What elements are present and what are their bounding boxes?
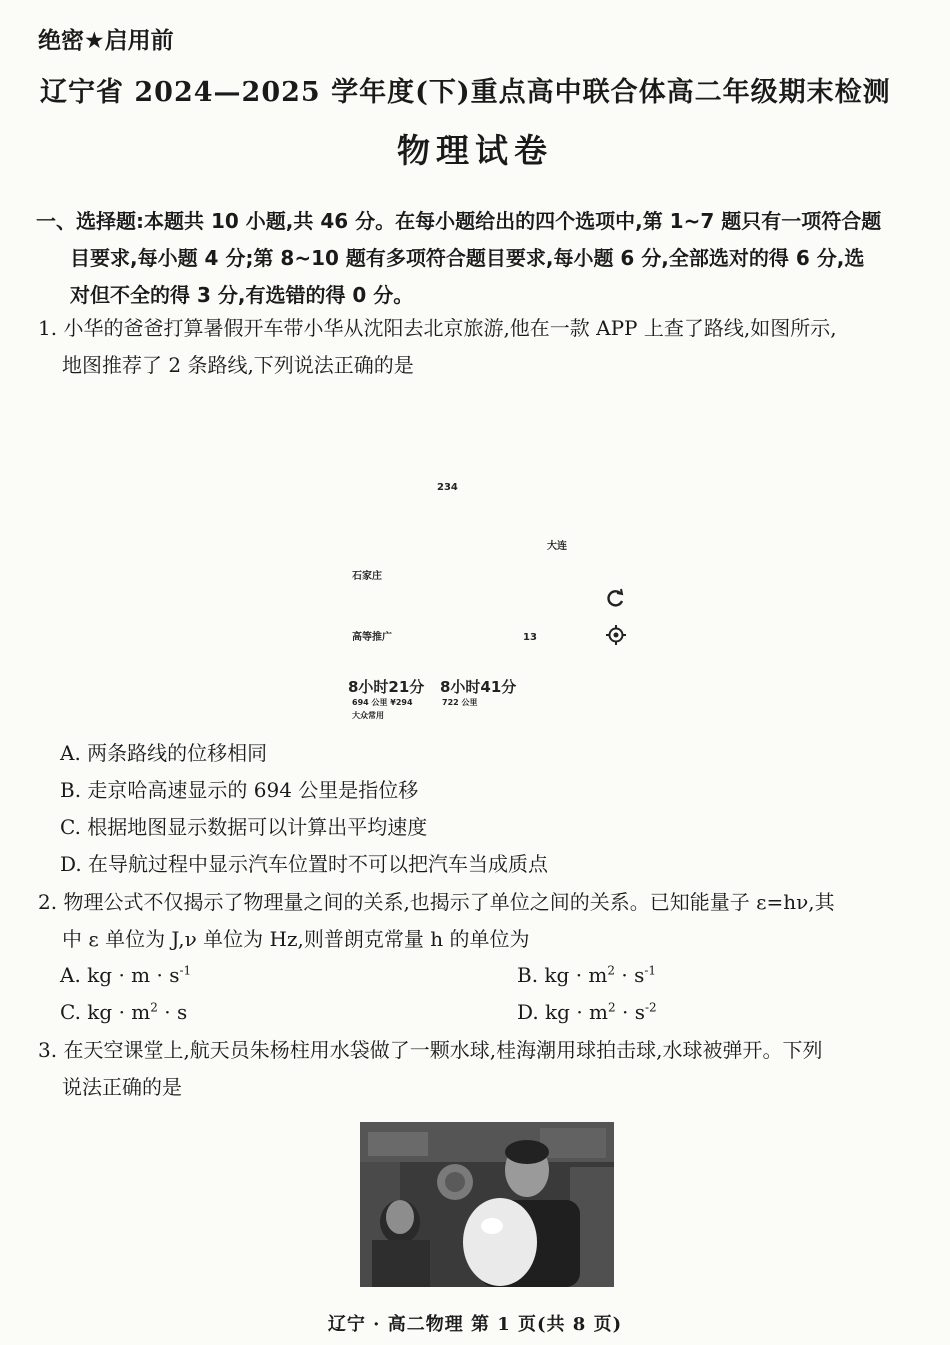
astronaut-water-ball-image [360, 1122, 614, 1287]
question-1-option-d: D. 在导航过程中显示汽车位置时不可以把汽车当成质点 [60, 852, 549, 876]
option-a-unit: A. kg · m · s [60, 963, 180, 987]
map-mid-label: 13 [523, 632, 537, 643]
section-line-1: 一、选择题:本题共 10 小题,共 46 分。在每小题给出的四个选项中,第 1~7 题只有一项符合题 [36, 209, 882, 233]
locate-icon [606, 625, 626, 645]
question-1-option-c: C. 根据地图显示数据可以计算出平均速度 [60, 815, 428, 839]
section-line-3: 对但不全的得 3 分,有选错的得 0 分。 [70, 283, 414, 307]
page-footer: 辽宁 · 高二物理 第 1 页(共 8 页) [327, 1314, 623, 1335]
question-3-stem [38, 1032, 923, 1106]
question-1-line-2: 地图推荐了 2 条路线,下列说法正确的是 [62, 353, 414, 377]
option-d-unit: D. kg · m [517, 1000, 608, 1024]
route-2-time: 8小时41分 [440, 678, 517, 696]
question-1-line-1: 1. 小华的爸爸打算暑假开车带小华从沈阳去北京旅游,他在一款 APP 上查了路线,如图所示, [38, 316, 837, 340]
refresh-icon [606, 588, 626, 608]
question-3-line-2: 说法正确的是 [62, 1075, 182, 1099]
option-a-exponent: -1 [179, 963, 192, 978]
option-d-unit-2: · s [615, 1000, 645, 1024]
question-2-option-c [60, 994, 187, 1031]
map-left-label: 高等推广 [352, 632, 392, 643]
route-2-distance: 722 公里 [442, 698, 478, 707]
subject-title: 物理试卷 [397, 131, 553, 170]
question-1-option-b: B. 走京哈高速显示的 694 公里是指位移 [60, 778, 419, 802]
question-2-line-2: 中 ε 单位为 J,ν 单位为 Hz,则普朗克常量 h 的单位为 [62, 927, 530, 951]
option-b-unit-2: · s [615, 963, 645, 987]
route-1-time: 8小时21分 [348, 678, 425, 696]
question-2-stem [38, 884, 923, 958]
option-c-exponent: 2 [150, 1000, 158, 1015]
option-b-unit: B. kg · m [517, 963, 608, 987]
option-c-unit: C. kg · m [60, 1000, 151, 1024]
option-c-unit-2: · s [157, 1000, 188, 1024]
question-2-line-1: 2. 物理公式不仅揭示了物理量之间的关系,也揭示了单位之间的关系。已知能量子 ε=hν,其 [38, 890, 835, 914]
option-d-exponent-2: -2 [644, 1000, 657, 1015]
route-1-distance: 694 公里 ¥294 [352, 698, 413, 707]
question-1-stem [38, 310, 923, 384]
section-instructions [36, 203, 921, 314]
question-1-option-a: A. 两条路线的位移相同 [60, 741, 268, 765]
space-classroom-photo [360, 1122, 614, 1287]
option-b-exponent-1: 2 [607, 963, 616, 978]
confidential-label: 绝密★启用前 [38, 28, 174, 54]
question-2-option-b [517, 957, 656, 994]
question-2-option-a [60, 957, 191, 994]
question-3-line-1: 3. 在天空课堂上,航天员朱杨柱用水袋做了一颗水球,桂海潮用球拍击球,水球被弹开。下列 [38, 1038, 823, 1062]
map-city-dalian: 大连 [547, 541, 567, 552]
option-b-exponent-2: -1 [644, 963, 657, 978]
exam-title: 辽宁省 2024—2025 学年度(下)重点高中联合体高二年级期末检测 [40, 77, 891, 108]
route-map-figure [340, 470, 640, 720]
question-2-option-d [517, 994, 657, 1031]
route-1-tag: 大众常用 [352, 711, 384, 720]
option-d-exponent-1: 2 [608, 1000, 616, 1015]
section-line-2: 目要求,每小题 4 分;第 8~10 题有多项符合题目要求,每小题 6 分,全部选对的得 6 分,选 [70, 246, 865, 270]
map-top-number: 234 [437, 482, 458, 493]
map-city-shijiazhuang: 石家庄 [352, 571, 382, 582]
